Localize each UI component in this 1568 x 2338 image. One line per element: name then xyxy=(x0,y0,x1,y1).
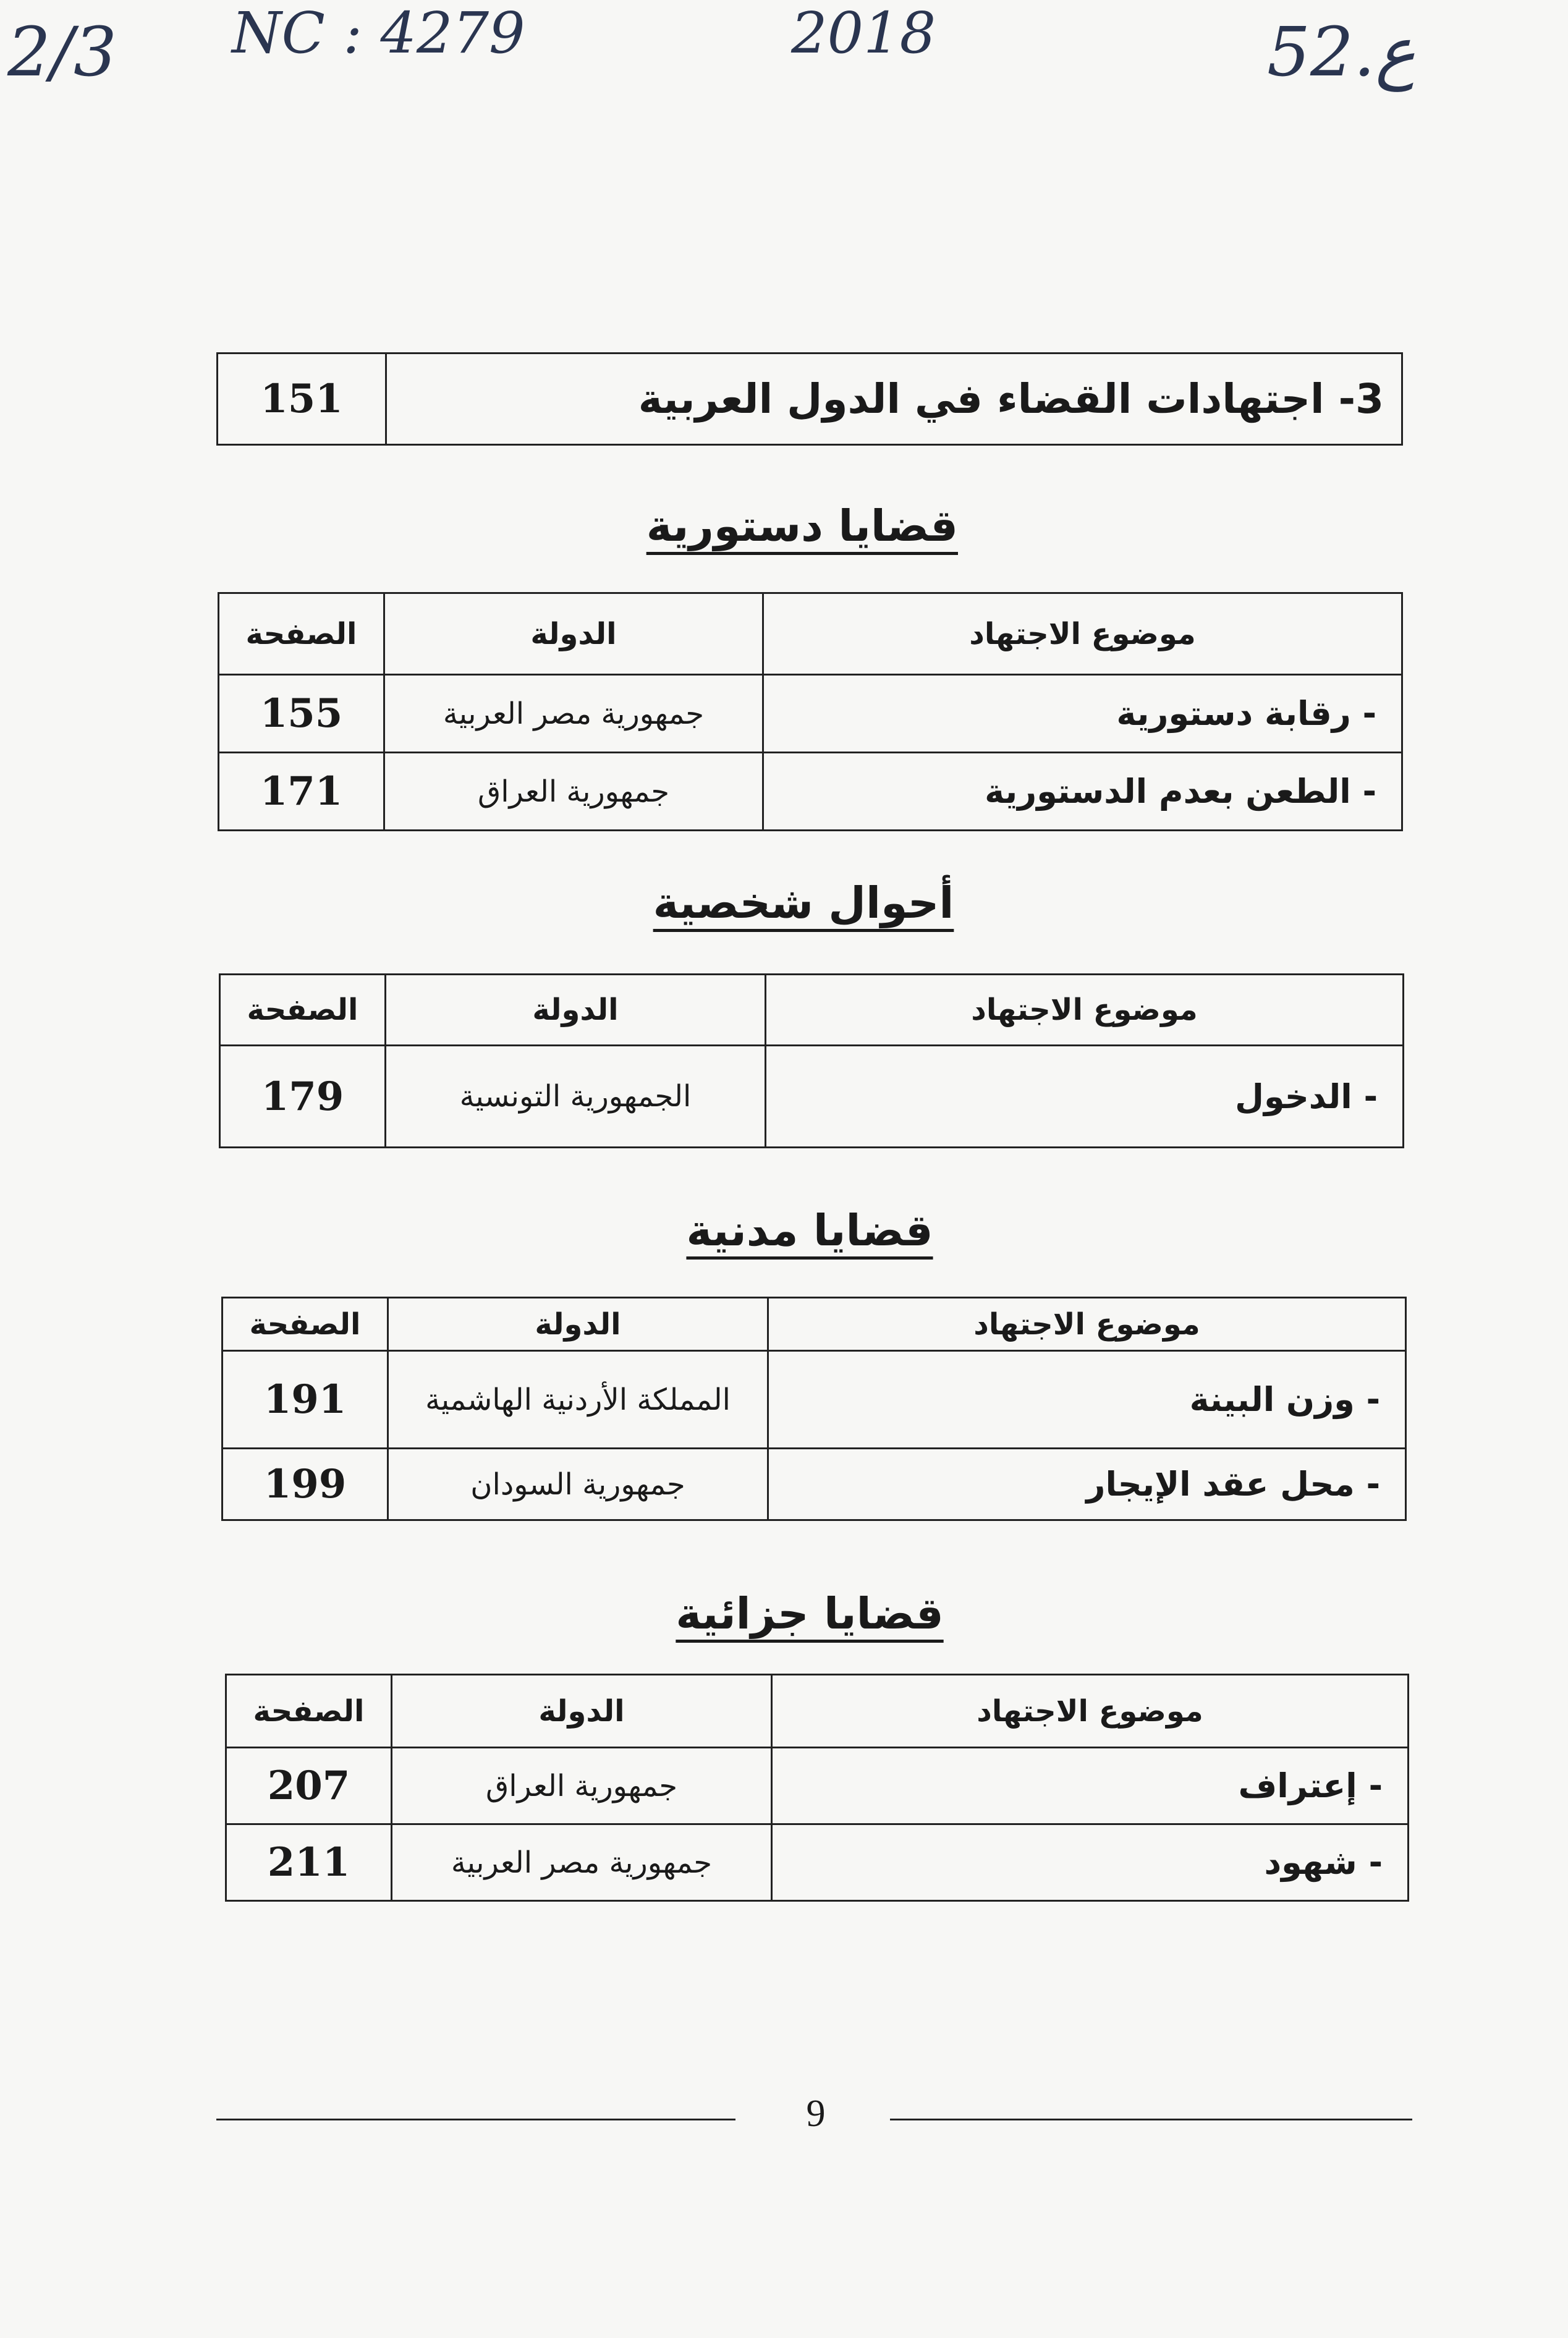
footer-line-left xyxy=(216,2119,735,2120)
table-row xyxy=(219,675,1402,753)
section-title-personal-status: أحوال شخصية xyxy=(653,878,954,928)
row-page: 199 xyxy=(222,1449,388,1520)
col-header-country: الدولة xyxy=(392,1675,772,1748)
row-country: جمهورية السودان xyxy=(388,1449,768,1520)
row-country: المملكة الأردنية الهاشمية xyxy=(388,1351,768,1449)
section-table-civil xyxy=(221,1297,1407,1521)
col-header-subject: موضوع الاجتهاد xyxy=(766,975,1404,1046)
section-title-criminal: قضايا جزائية xyxy=(676,1588,944,1639)
table-row xyxy=(226,1824,1409,1901)
chapter-page: 151 xyxy=(218,354,386,445)
handwritten-nc-number: NC : 4279 xyxy=(232,0,525,66)
handwritten-code: 52.ع xyxy=(1267,12,1416,91)
row-subject: - رقابة دستورية xyxy=(763,675,1402,753)
col-header-subject: موضوع الاجتهاد xyxy=(772,1675,1409,1748)
row-page: 155 xyxy=(219,675,384,753)
col-header-subject: موضوع الاجتهاد xyxy=(768,1298,1406,1351)
section-table-criminal xyxy=(225,1674,1409,1902)
col-header-country: الدولة xyxy=(386,975,766,1046)
col-header-country: الدولة xyxy=(388,1298,768,1351)
col-header-country: الدولة xyxy=(384,593,763,675)
row-page: 207 xyxy=(226,1748,392,1824)
row-page: 179 xyxy=(220,1046,386,1148)
chapter-row-table xyxy=(216,352,1403,446)
col-header-page: الصفحة xyxy=(220,975,386,1046)
table-row xyxy=(226,1748,1409,1824)
col-header-subject: موضوع الاجتهاد xyxy=(763,593,1402,675)
row-subject: - إعتراف xyxy=(772,1748,1409,1824)
table-row xyxy=(220,1046,1404,1148)
row-page: 171 xyxy=(219,753,384,831)
footer-line-right xyxy=(890,2119,1412,2120)
handwritten-fraction: 2/3 xyxy=(7,12,117,91)
section-title-civil: قضايا مدنية xyxy=(686,1205,933,1256)
row-country: الجمهورية التونسية xyxy=(386,1046,766,1148)
section-table-personal-status xyxy=(219,973,1404,1148)
table-row xyxy=(222,1351,1406,1449)
row-subject: - شهود xyxy=(772,1824,1409,1901)
row-country: جمهورية العراق xyxy=(392,1748,772,1824)
row-country: جمهورية العراق xyxy=(384,753,763,831)
table-row xyxy=(222,1449,1406,1520)
row-subject: - الدخول xyxy=(766,1046,1404,1148)
handwritten-year: 2018 xyxy=(791,0,936,66)
col-header-page: الصفحة xyxy=(222,1298,388,1351)
section-table-constitutional xyxy=(218,592,1403,831)
col-header-page: الصفحة xyxy=(226,1675,392,1748)
col-header-page: الصفحة xyxy=(219,593,384,675)
chapter-title: 3- اجتهادات القضاء في الدول العربية xyxy=(386,354,1402,445)
row-page: 191 xyxy=(222,1351,388,1449)
table-row xyxy=(219,753,1402,831)
row-country: جمهورية مصر العربية xyxy=(384,675,763,753)
row-subject: - الطعن بعدم الدستورية xyxy=(763,753,1402,831)
row-subject: - وزن البينة xyxy=(768,1351,1406,1449)
row-subject: - محل عقد الإيجار xyxy=(768,1449,1406,1520)
page-number: 9 xyxy=(806,2093,826,2135)
section-title-constitutional: قضايا دستورية xyxy=(646,501,958,551)
row-country: جمهورية مصر العربية xyxy=(392,1824,772,1901)
row-page: 211 xyxy=(226,1824,392,1901)
